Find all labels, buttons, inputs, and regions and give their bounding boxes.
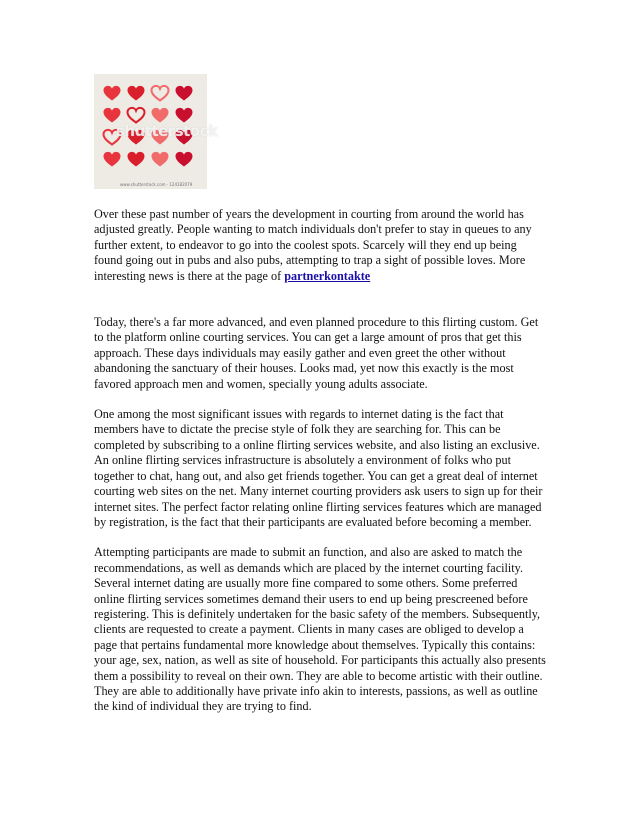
paragraph-1 bbox=[94, 207, 546, 284]
paragraph-3: One among the most significant issues with regards to internet dating is the fact that members have to dictate the precise style of folk they are searching for. This can be completed by subscribing to a online flirting services website, and also listing an exclusive. An online flirting services infrastructure is absolutely a environment of folks who put together to chat, hang out, and also get friends together. You can get a great deal of internet courting web sites on the net. Many internet courting providers ask users to sign up for their internet sites. The perfect factor relating online flirting services features which are managed by registration, is the fact that their participants are evaluated before becoming a member. bbox=[94, 407, 543, 529]
paragraph-2: Today, there's a far more advanced, and even planned procedure to this flirting custom. Get to the platform online courting services. You can get a large amount of pros that get this approach. These days individuals may easily gather and even greet the other without abandoning the sanctuary of their houses. Looks mad, yet now this exactly is the most favored approach men and women, specially young adults associate. bbox=[94, 315, 539, 391]
heart-icon bbox=[176, 86, 193, 101]
heart-icon bbox=[176, 152, 193, 167]
heart-icon bbox=[104, 108, 121, 123]
heart-icon bbox=[128, 152, 145, 167]
watermark-text: shutterstock bbox=[116, 122, 218, 140]
partnerkontakte-link[interactable]: partnerkontakte bbox=[284, 268, 371, 283]
heart-icon bbox=[128, 108, 145, 123]
heart-icon bbox=[152, 86, 169, 101]
paragraph-4: Attempting participants are made to submit an function, and also are asked to match the recommendations, as well as demands which are placed by the internet courting facility. Several internet dating are usually more fine compared to some others. Some preferred online flirting services sometimes demand their users to end up being prescreened before registering. This is definitely undertaken for the basic safety of the members. Subsequently, clients are requested to create a payment. Clients in many cases are obliged to develop a page that pertains fundamental more knowledge about themselves. Typically this contains: your age, sex, nation, as well as site of household. For participants this actually also presents them a possibility to reveal on their own. They are able to become artistic with their outline. They are able to additionally have private info akin to interests, passions, as well as outline the kind of individual they are trying to find. bbox=[94, 545, 546, 714]
heart-icon bbox=[152, 108, 169, 123]
image-caption: www.shutterstock.com · 124182079 bbox=[120, 182, 193, 187]
hearts-stock-image bbox=[94, 74, 218, 189]
heart-icon bbox=[176, 108, 193, 123]
heart-icon bbox=[128, 86, 145, 101]
heart-icon bbox=[104, 86, 121, 101]
heart-icon bbox=[104, 152, 121, 167]
article-body bbox=[94, 207, 546, 715]
paragraph-1-text: Over these past number of years the development in courting from around the world has adjusted greatly. People wanting to match individuals don't prefer to stay in queues to any further extent, to endeavor to go into the coolest spots. Scarcely will they end up being found going out in pubs and also pubs, attempting to trap a sight of possible loves. More interesting news is there at the page of bbox=[94, 207, 532, 283]
heart-icon bbox=[152, 152, 169, 167]
